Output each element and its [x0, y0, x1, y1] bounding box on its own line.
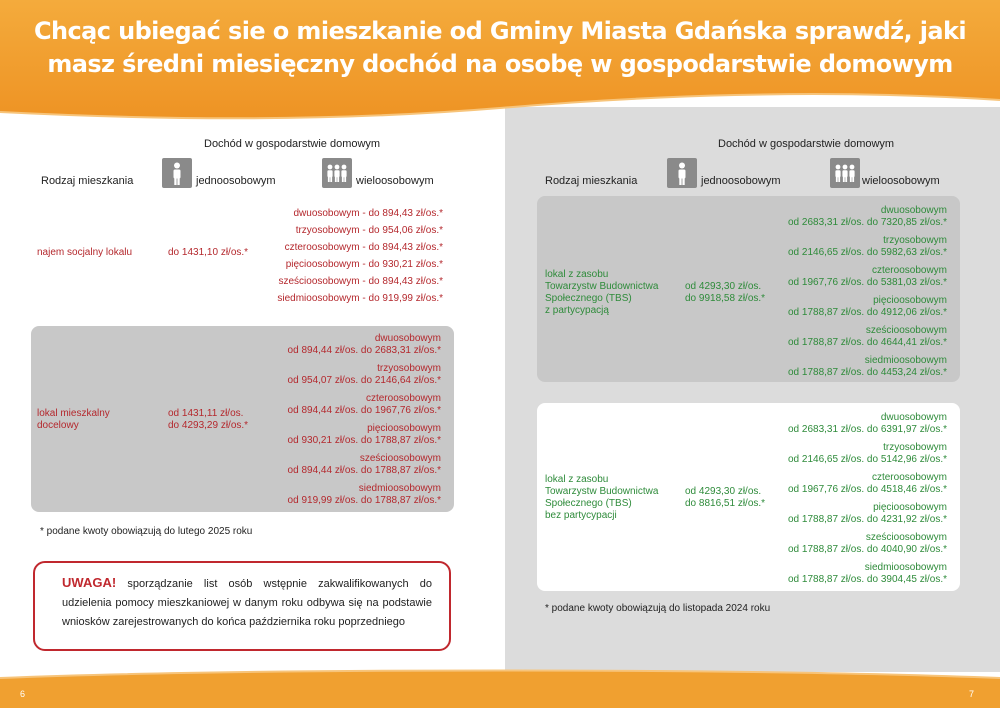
list-item: siedmioosobowym - do 919,99 zł/os.* [277, 293, 443, 304]
household-size: czteroosobowym [871, 472, 947, 483]
income-range: od 1788,87 zł/os. do 4040,90 zł/os.* [787, 544, 947, 555]
income-range: od 1788,87 zł/os. do 4453,24 zł/os.* [787, 367, 947, 378]
label-line: Społecznego (TBS) [545, 498, 632, 509]
social-housing-multi-list [277, 205, 443, 307]
page-number-left: 6 [20, 689, 26, 699]
income-range: od 1788,87 zł/os. do 3904,45 zł/os.* [787, 574, 947, 585]
list-item [788, 355, 947, 379]
multi-person-icon [322, 158, 352, 188]
income-range: od 1967,76 zł/os. do 5381,03 zł/os.* [787, 277, 947, 288]
household-size: siedmioosobowym [864, 355, 947, 366]
income-range: od 894,44 zł/os. do 2683,31 zł/os.* [287, 345, 441, 356]
list-item [788, 325, 947, 349]
warning-box [33, 561, 451, 651]
income-range: od 919,99 zł/os. do 1788,87 zł/os.* [287, 495, 441, 506]
label-line: Społecznego (TBS) [545, 293, 632, 304]
target-housing-label [37, 408, 110, 432]
label-line: Towarzystw Budownictwa [545, 281, 659, 292]
household-size: pięcioosobowym [873, 502, 947, 513]
label-line: Towarzystw Budownictwa [545, 486, 659, 497]
warning-word: UWAGA! [62, 575, 117, 590]
household-size: trzyosobowym [883, 442, 947, 453]
label-line: lokal mieszkalny [37, 408, 110, 419]
household-size: sześcioosobowym [865, 325, 947, 336]
income-range: od 1788,87 zł/os. do 4231,92 zł/os.* [787, 514, 947, 525]
list-item [788, 295, 947, 319]
left-footnote: * podane kwoty obowiązują do lutego 2025 roku [40, 526, 253, 537]
household-size: siedmioosobowym [358, 483, 441, 494]
list-item [788, 265, 947, 289]
household-size: sześcioosobowym [359, 453, 441, 464]
income-range: od 2683,31 zł/os. do 6391,97 zł/os.* [787, 424, 947, 435]
list-item [288, 363, 441, 387]
income-range: od 954,07 zł/os. do 2146,64 zł/os.* [287, 375, 441, 386]
income-range: od 1788,87 zł/os. do 4644,41 zł/os.* [787, 337, 947, 348]
list-item [788, 205, 947, 229]
income-range: od 1967,76 zł/os. do 4518,46 zł/os.* [787, 484, 947, 495]
left-col-single: jednoosobowym [196, 175, 276, 187]
right-footnote: * podane kwoty obowiązują do listopada 2024 roku [545, 603, 771, 614]
household-size: trzyosobowym [883, 235, 947, 246]
list-item [288, 393, 441, 417]
list-item: trzyosobowym - do 954,06 zł/os.* [295, 225, 443, 236]
left-col-type: Rodzaj mieszkania [41, 175, 134, 187]
target-housing-single [168, 408, 248, 432]
right-col-multi: wieloosobowym [862, 175, 940, 187]
multi-person-icon [830, 158, 860, 188]
household-size: trzyosobowym [377, 363, 441, 374]
income-range: od 1788,87 zł/os. do 4912,06 zł/os.* [787, 307, 947, 318]
list-item [288, 483, 441, 507]
target-housing-multi-list [288, 333, 441, 507]
income-range: od 930,21 zł/os. do 1788,87 zł/os.* [287, 435, 441, 446]
household-size: pięcioosobowym [367, 423, 441, 434]
footer-wave [0, 668, 1000, 708]
page-title-line-2: masz średni miesięczny dochód na osobę w gospodarstwie domowym [47, 50, 953, 78]
tbs-without-single [685, 486, 765, 510]
page-title-line-1: Chcąc ubiegać sie o mieszkanie od Gminy Miasta Gdańska sprawdź, jaki [34, 17, 966, 45]
income-range: od 894,44 zł/os. do 1967,76 zł/os.* [287, 405, 441, 416]
list-item [788, 562, 947, 586]
income-range: od 2683,31 zł/os. do 7320,85 zł/os.* [787, 217, 947, 228]
right-income-header: Dochód w gospodarstwie domowym [718, 138, 895, 150]
amount-line: od 1431,11 zł/os. [168, 408, 244, 419]
amount-line: od 4293,30 zł/os. [685, 281, 762, 292]
right-col-single: jednoosobowym [701, 175, 781, 187]
household-size: siedmioosobowym [864, 562, 947, 573]
income-range: od 2146,65 zł/os. do 5142,96 zł/os.* [787, 454, 947, 465]
income-range: od 2146,65 zł/os. do 5982,63 zł/os.* [787, 247, 947, 258]
amount-line: do 4293,29 zł/os.* [168, 420, 249, 431]
warning-text: sporządzanie list osób wstępnie zakwalifikowanych do udzielenia pomocy mieszkaniowej w danym roku odbywa się na podstawie wniosków zarejestrowanych do końca października roku poprzedniego [62, 578, 433, 628]
amount-line: od 4293,30 zł/os. [685, 486, 762, 497]
single-person-icon [667, 158, 697, 188]
list-item: czteroosobowym - do 894,43 zł/os.* [284, 242, 443, 253]
label-line: docelowy [37, 420, 79, 431]
list-item [788, 412, 947, 436]
label-line: lokal z zasobu [545, 269, 609, 280]
list-item [288, 453, 441, 477]
list-item: dwuosobowym - do 894,43 zł/os.* [293, 208, 443, 219]
page-number-right: 7 [969, 689, 975, 699]
page-footer [0, 668, 1000, 708]
household-size: dwuosobowym [374, 333, 441, 344]
list-item [288, 333, 441, 357]
list-item [788, 235, 947, 259]
amount-line: do 8816,51 zł/os.* [685, 498, 766, 509]
social-housing-label: najem socjalny lokalu [37, 247, 133, 258]
list-item [788, 472, 947, 496]
household-size: dwuosobowym [880, 412, 947, 423]
tbs-with-label [545, 269, 658, 317]
list-item [788, 532, 947, 556]
household-size: sześcioosobowym [865, 532, 947, 543]
list-item [288, 423, 441, 447]
household-size: dwuosobowym [880, 205, 947, 216]
list-item: pięcioosobowym - do 930,21 zł/os.* [285, 259, 443, 270]
social-housing-single: do 1431,10 zł/os.* [168, 247, 249, 258]
tbs-with-single [685, 281, 765, 305]
label-line: z partycypacją [545, 305, 609, 316]
left-col-multi: wieloosobowym [356, 175, 434, 187]
list-item [788, 442, 947, 466]
household-size: pięcioosobowym [873, 295, 947, 306]
tbs-without-multi-list [788, 412, 947, 586]
list-item [788, 502, 947, 526]
household-size: czteroosobowym [871, 265, 947, 276]
single-person-icon [162, 158, 192, 188]
tbs-with-multi-list [788, 205, 947, 379]
page-header [0, 0, 1000, 130]
amount-line: do 9918,58 zł/os.* [685, 293, 766, 304]
right-col-type: Rodzaj mieszkania [545, 175, 638, 187]
list-item: sześcioosobowym - do 894,43 zł/os.* [278, 276, 443, 287]
label-line: bez partycypacji [545, 510, 617, 521]
label-line: lokal z zasobu [545, 474, 609, 485]
income-range: od 894,44 zł/os. do 1788,87 zł/os.* [287, 465, 441, 476]
household-size: czteroosobowym [365, 393, 441, 404]
left-income-header: Dochód w gospodarstwie domowym [204, 138, 381, 150]
tbs-without-label [545, 474, 658, 522]
warning-text-block [62, 573, 432, 632]
